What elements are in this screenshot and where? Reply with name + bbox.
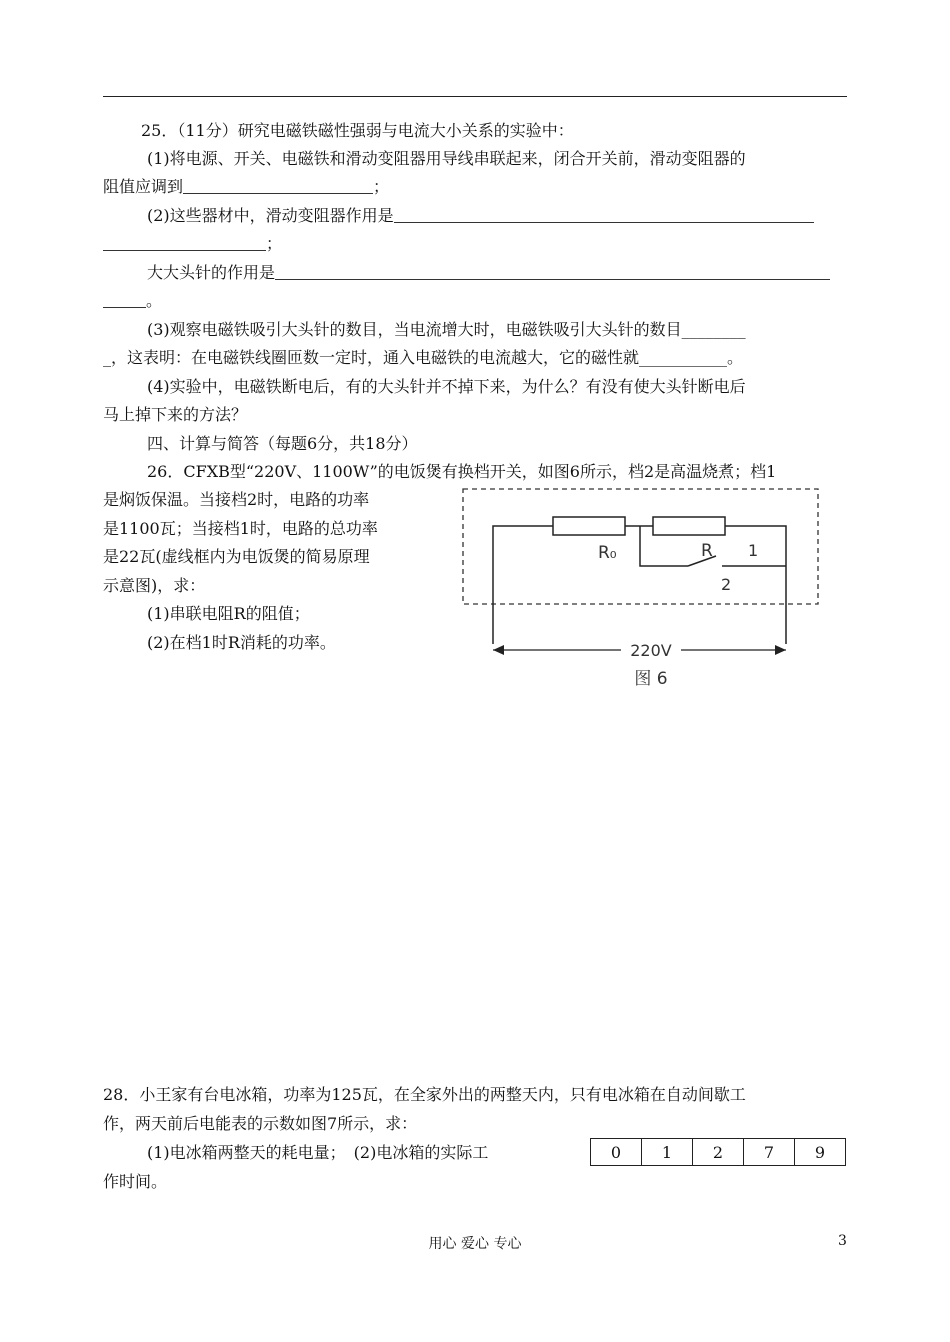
r-label: R	[701, 541, 713, 561]
meter-digit: 0	[591, 1139, 642, 1166]
q26-line1: 26．CFXB型“220V、1100W”的电饭煲有换档开关，如图6所示，档2是高温烧煮；档1	[147, 462, 777, 481]
meter-digit: 2	[693, 1139, 744, 1166]
q25-part2-line4: 。	[103, 290, 162, 312]
arrow-left-head	[493, 645, 504, 655]
meter-digit: 9	[795, 1139, 846, 1166]
resistor-r	[653, 517, 725, 535]
wire-left	[493, 526, 553, 644]
answer-blank-2[interactable]	[394, 206, 814, 223]
q28-line2: 作，两天前后电能表的示数如图7所示，求：	[103, 1114, 418, 1133]
meter-digit: 7	[744, 1139, 795, 1166]
q25-part2-line3: 大大头针的作用是	[147, 262, 830, 284]
q25-part3-line1: (3)观察电磁铁吸引大头针的数目，当电流增大时，电磁铁吸引大头针的数目________	[147, 320, 746, 339]
resistor-r0	[553, 517, 625, 535]
q26-line3: 是1100瓦；当接档1时，电路的总功率	[103, 519, 378, 538]
section4-heading: 四、计算与简答（每题6分，共18分）	[147, 434, 418, 453]
q26-line5: 示意图)，求：	[103, 576, 206, 595]
meter-digit: 1	[642, 1139, 693, 1166]
figure6-caption: 图 6	[634, 669, 668, 689]
q26-line4: 是22瓦(虚线框内为电饭煲的简易原理	[103, 547, 370, 566]
q25-part4-line1: (4)实验中，电磁铁断电后，有的大头针并不掉下来，为什么？有没有使大头针断电后	[147, 377, 746, 396]
switch-position-1: 1	[748, 541, 759, 560]
answer-blank-5[interactable]	[103, 291, 146, 308]
arrow-right-head	[775, 645, 786, 655]
page-number: 3	[838, 1233, 847, 1249]
circuit-diagram-figure6	[458, 484, 828, 694]
q25-part2-line1: (2)这些器材中，滑动变阻器作用是	[147, 205, 814, 227]
q25-part4-line2: 马上掉下来的方法？	[103, 405, 248, 424]
r0-label: R₀	[598, 543, 617, 563]
q25-part1-line1: (1)将电源、开关、电磁铁和滑动变阻器用导线串联起来，闭合开关前，滑动变阻器的	[147, 149, 746, 168]
q25-part2-line2: ；	[103, 233, 282, 255]
q28-line4: 作时间。	[103, 1172, 168, 1191]
q25-part1-line2: 阻值应调到 ；	[103, 177, 390, 196]
page-footer: 用心 爱心 专心	[428, 1236, 522, 1252]
answer-blank-3[interactable]	[103, 234, 266, 251]
q26-sub1: (1)串联电阻R的阻值；	[147, 604, 310, 623]
header-rule	[103, 96, 847, 97]
q25-title: 25．（11分）研究电磁铁磁性强弱与电流大小关系的实验中：	[141, 121, 574, 140]
q26-line2: 是焖饭保温。当接档2时，电路的功率	[103, 490, 370, 509]
answer-blank-4[interactable]	[275, 263, 830, 280]
switch-position-2: 2	[721, 575, 732, 594]
electricity-meter-reading	[590, 1138, 846, 1166]
q26-sub2: (2)在档1时R消耗的功率。	[147, 633, 336, 652]
q28-line1: 28．小王家有台电冰箱，功率为125瓦，在全家外出的两整天内，只有电冰箱在自动间歇工	[103, 1085, 746, 1104]
voltage-label: 220V	[630, 641, 672, 660]
q25-part3-line2: _，这表明：在电磁铁线圈匝数一定时，通入电磁铁的电流越大，它的磁性就___________。	[103, 348, 744, 367]
q28-line3: (1)电冰箱两整天的耗电量； (2)电冰箱的实际工	[147, 1143, 489, 1162]
answer-blank-1[interactable]	[183, 177, 373, 194]
